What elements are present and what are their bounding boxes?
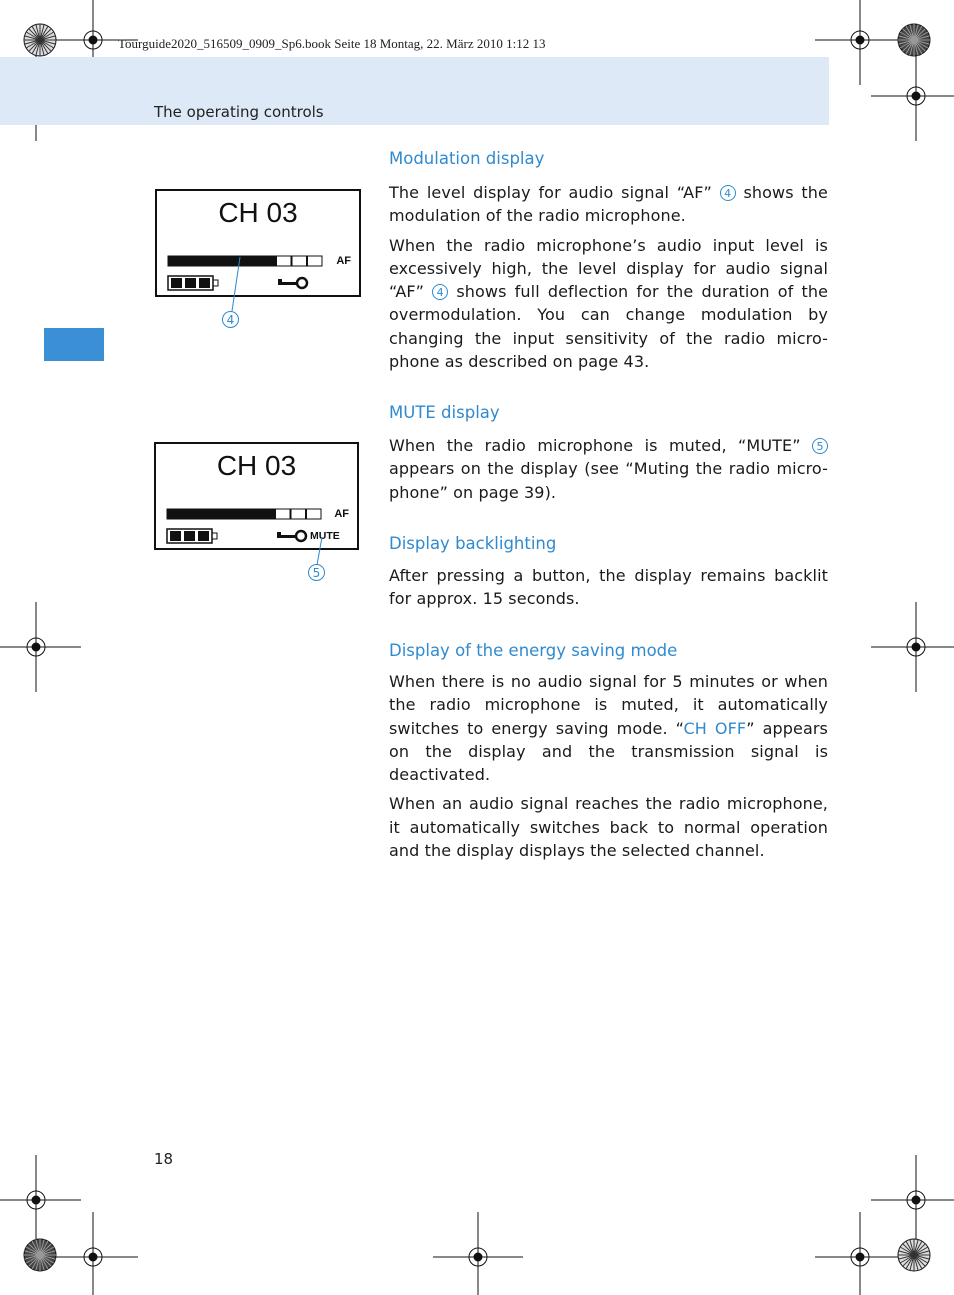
meter-segment [229, 509, 244, 519]
section-backlight [389, 534, 828, 611]
text: ” appears on the display and the transmission signal is deactivated. [389, 718, 828, 785]
meter-segment [246, 256, 261, 266]
text: shows full deflection for the duration of the overmodulation. You can change modulation by changing the input sensitivity of the radio micro-phone as described on page 43. [389, 282, 829, 372]
paragraph: After pressing a button, the display remains backlit for approx. 15 seconds. [389, 566, 828, 609]
meter-segment [214, 509, 229, 519]
meter-segment [307, 509, 322, 519]
text: The level display for audio signal “AF” [389, 183, 712, 202]
heading-backlight: Display backlighting [389, 534, 557, 553]
meter-segment [167, 509, 182, 519]
paragraph [389, 670, 828, 786]
af-label: AF [336, 255, 351, 267]
page-number: 18 [154, 1150, 174, 1168]
registration-dot [32, 1196, 40, 1204]
battery-icon [167, 275, 223, 291]
meter-segment [260, 509, 275, 519]
paragraph: When an audio signal reaches the radio microphone, it automatically switches back to normal operation and the display displays the selected channel. [389, 794, 828, 861]
meter-segment [308, 256, 323, 266]
battery-icon [166, 528, 222, 544]
chapter-tab-marker [44, 328, 104, 361]
section-title: The operating controls [154, 103, 324, 121]
meter-segment [168, 256, 183, 266]
af-level-meter [167, 255, 332, 269]
text: shows the modulation of the radio microphone. [389, 183, 828, 226]
paragraph [389, 181, 828, 228]
meter-segment [261, 256, 276, 266]
registration-dot [912, 92, 920, 100]
print-info: Tourguide2020_516509_0909_Sp6.book Seite 18 Montag, 22. März 2010 1:12 13 [118, 36, 546, 51]
ch-off-text: CH OFF [683, 718, 747, 738]
section-energy [389, 641, 828, 862]
meter-segment [199, 256, 214, 266]
section-modulation [389, 149, 828, 373]
key-lock-icon [276, 528, 310, 544]
meter-segment [292, 256, 307, 266]
registration-dot [912, 643, 920, 651]
heading-energy: Display of the energy saving mode [389, 641, 678, 660]
registration-dot [856, 1253, 864, 1261]
registration-dot [856, 36, 864, 44]
ref-circle: 4 [720, 185, 736, 201]
lcd-display-mute [154, 442, 359, 550]
registration-dot [32, 643, 40, 651]
lcd-channel: CH 03 [218, 197, 298, 228]
paragraph [389, 234, 828, 374]
meter-segment [198, 509, 213, 519]
registration-dot [474, 1253, 482, 1261]
heading-modulation: Modulation display [389, 149, 545, 168]
lcd-display-af [155, 189, 361, 297]
callout-4: 4 [222, 311, 239, 328]
meter-segment [245, 509, 260, 519]
meter-segment [183, 509, 198, 519]
meter-segment [277, 256, 292, 266]
lcd-channel: CH 03 [216, 450, 297, 481]
text: appears on the display (see “Muting the radio micro-phone” on page 39). [389, 459, 828, 502]
registration-dot [912, 1196, 920, 1204]
text: When the radio microphone’s audio input level is excessively high, the level display for audio signal “AF” [389, 235, 828, 302]
mute-label: MUTE [310, 530, 340, 542]
text: When there is no audio signal for 5 minutes or when the radio microphone is muted, it automatically switches to energy saving mode. “ [389, 672, 828, 738]
section-mute [389, 403, 828, 504]
af-level-meter [166, 508, 331, 522]
meter-segment [291, 509, 306, 519]
ref-circle: 4 [432, 284, 448, 300]
meter-segment [276, 509, 291, 519]
heading-mute: MUTE display [389, 403, 500, 422]
callout-leader-4 [225, 255, 245, 315]
ref-circle: 5 [812, 438, 828, 454]
af-label: AF [334, 508, 349, 520]
callout-leader-5 [310, 535, 330, 567]
key-lock-icon [277, 275, 311, 291]
registration-dot [89, 36, 97, 44]
paragraph [389, 434, 828, 504]
text: When the radio microphone is muted, “MUTE” [389, 436, 801, 455]
meter-segment [184, 256, 199, 266]
registration-dot [89, 1253, 97, 1261]
header-band [0, 57, 829, 125]
callout-5: 5 [308, 564, 325, 581]
